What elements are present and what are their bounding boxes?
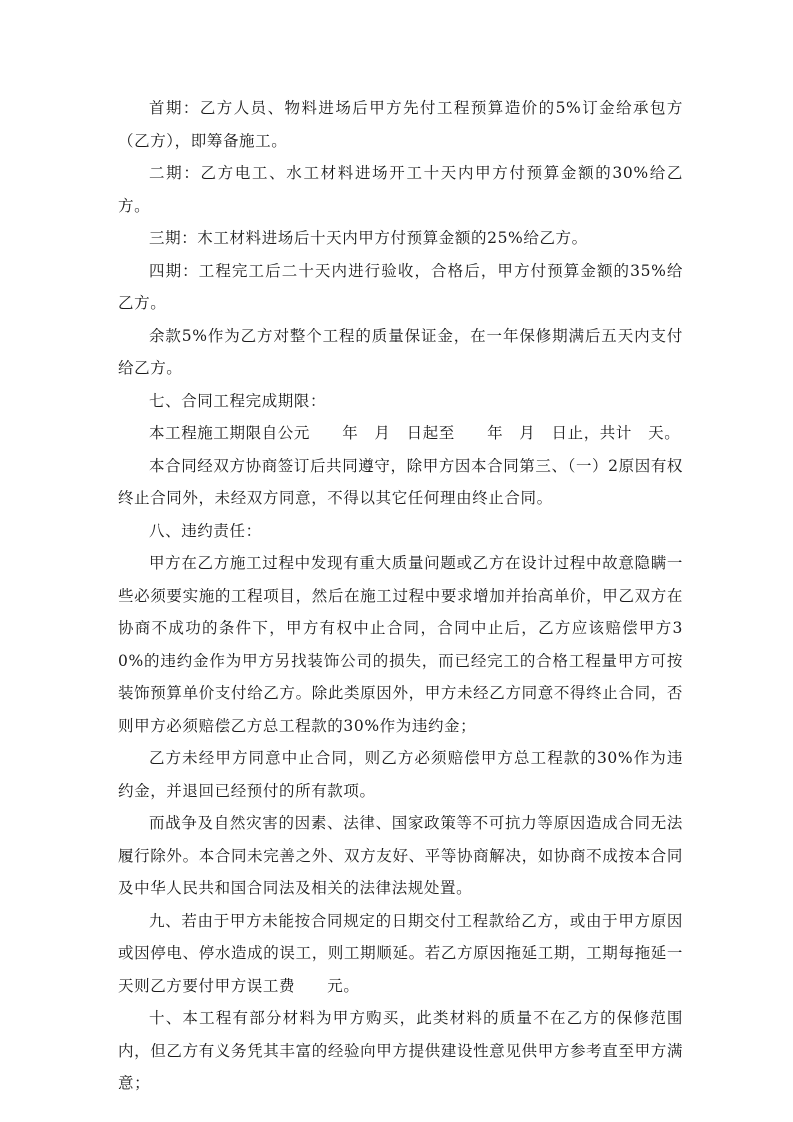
- breach-party-a: 甲方在乙方施工过程中发现有重大质量问题或乙方在设计过程中故意隐瞒一些必须要实施的工程项目，然后在施工过程中要求增加并抬高单价，甲乙双方在协商不成功的条件下，甲方有权中止合同，合同中止后，乙方应该赔偿甲方30%的违约金作为甲方另找装饰公司的损失，而已经完工的合格工程量甲方可按装饰预算单价支付给乙方。除此类原因外，甲方未经乙方同意不得终止合同，否则甲方必须赔偿乙方总工程款的30%作为违约金；: [118, 554, 683, 735]
- payment-third-stage: 三期：木工材料进场后十天内甲方付预算金额的25%给乙方。: [149, 229, 588, 247]
- section-ten-materials: 十、本工程有部分材料为甲方购买，此类材料的质量不在乙方的保修范围内，但乙方有义务凭其丰富的经验向甲方提供建设性意见供甲方参考直至甲方满意；: [118, 1009, 683, 1092]
- construction-period: 本工程施工期限自公元 年 月 日起至 年 月 日止，共计 天。: [149, 424, 681, 442]
- payment-second-stage: 二期：乙方电工、水工材料进场开工十天内甲方付预算金额的30%给乙方。: [118, 164, 683, 215]
- force-majeure: 而战争及自然灾害的因素、法律、国家政策等不可抗力等原因造成合同无法履行除外。本合同未完善之外、双方友好、平等协商解决，如协商不成按本合同及中华人民共和国合同法及相关的法律法规处置。: [118, 814, 683, 897]
- section-nine-delay: 九、若由于甲方未能按合同规定的日期交付工程款给乙方，或由于甲方原因或因停电、停水造成的误工，则工期顺延。若乙方原因拖延工期，工期每拖延一天则乙方要付甲方误工费 元。: [118, 911, 683, 995]
- payment-fourth-stage: 四期：工程完工后二十天内进行验收，合格后，甲方付预算金额的35%给乙方。: [118, 261, 683, 312]
- breach-party-b: 乙方未经甲方同意中止合同，则乙方必须赔偿甲方总工程款的30%作为违约金，并退回已经预付的所有款项。: [118, 749, 683, 800]
- payment-first-stage: 首期：乙方人员、物料进场后甲方先付工程预算造价的5%订金给承包方（乙方），即筹备施工。: [118, 99, 683, 150]
- section-heading-completion-period: 七、合同工程完成期限：: [149, 391, 327, 410]
- termination-clause: 本合同经双方协商签订后共同遵守，除甲方因本合同第三、（一）2原因有权终止合同外，未经双方同意，不得以其它任何理由终止合同。: [118, 456, 684, 507]
- section-heading-breach: 八、违约责任：: [149, 521, 262, 540]
- payment-balance: 余款5%作为乙方对整个工程的质量保证金，在一年保修期满后五天内支付给乙方。: [118, 326, 683, 377]
